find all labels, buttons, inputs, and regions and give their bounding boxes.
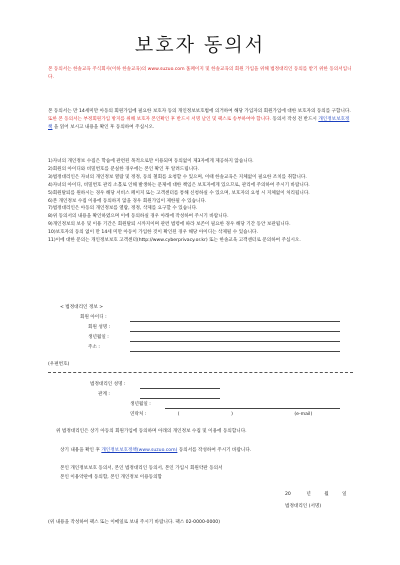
- date-row: [285, 492, 347, 498]
- member-id-line[interactable]: [130, 321, 340, 322]
- note-item: 5)회원탈퇴를 원하시는 경우 해당 서비스 페이지 또는 고객센터를 통해 신청하실 수 있으며, 보호자의 요청 시 지체없이 처리됩니다.: [48, 190, 310, 196]
- birth-line[interactable]: [130, 341, 340, 342]
- signature-label[interactable]: 법정대리인 (서명): [285, 504, 322, 509]
- note-item: 7)법정대리인은 아동의 개인정보를 열람, 정정, 삭제를 요구할 수 있습니다.: [48, 206, 198, 212]
- form-section-label: < 법정대리인 정보 >: [60, 305, 104, 310]
- note-item: 6)본 개인정보 수집 이용에 동의하지 않을 경우 회원가입이 제한될 수 있습니다.: [48, 198, 207, 204]
- intro-paragraph: 본 동의서는 한솔교육 주식회사(이하 한솔교육)의 www.suzuo.com 홈페이지 및 한솔교육의 회원 가입을 위해 법정대리인 동의를 받기 위한 동의서입니다.: [48, 67, 352, 80]
- note-item: 8)위 동의서의 내용을 확인하였으며 이에 동의하실 경우 아래에 작성하여 주시기 바랍니다.: [48, 214, 229, 220]
- phone-paren-close: ): [231, 412, 233, 417]
- privacy-policy-link[interactable]: 개인정보보호정책: [48, 116, 350, 130]
- guardian-birth-line[interactable]: [165, 408, 340, 409]
- relation-line[interactable]: [140, 398, 220, 399]
- date-year: 20: [285, 492, 291, 497]
- zip-label: (우편번호): [48, 362, 70, 367]
- note-item: 10)보호자의 동의 없이 만 14세 미만 아동이 가입한 것이 확인된 경우 해당 아이디는 삭제될 수 있습니다.: [48, 230, 258, 236]
- consent-paragraph-c-pre: 동의서 작성 전 반드시: [272, 116, 319, 122]
- phone-label: 연락처 :: [130, 412, 147, 417]
- privacy-note: [60, 448, 251, 454]
- date-month-unit: 월: [324, 492, 329, 497]
- registration-note: 위 법정대리인은 상기 아동의 회원가입에 동의하며 아래의 개인정보 수집 및 이용에 동의합니다.: [56, 429, 247, 434]
- phone-row: [130, 412, 312, 418]
- footer-note: (위 내용을 작성하여 팩스 또는 이메일로 보내 주시기 바랍니다. 팩스 02-0000-0000): [48, 520, 221, 525]
- note-item: 9)개인정보의 보유 및 이용 기간은 회원탈퇴 시까지이며 관련 법령에 따라 보존이 필요한 경우 해당 기간 동안 보관됩니다.: [48, 222, 291, 228]
- member-id-label: 회원 아이디 :: [80, 315, 107, 320]
- member-name-label: 회원 성명 :: [88, 325, 111, 330]
- divider: [48, 372, 353, 373]
- note-item: 4)자녀의 아이디, 비밀번호 관리 소홀로 인해 발생하는 문제에 대한 책임은 보호자에게 있으므로, 관리에 주의하여 주시기 바랍니다.: [48, 182, 310, 188]
- note-item: 2)회원의 아이디와 비밀번호를 분실한 경우에는 본인 확인 후 알려드립니다.: [48, 166, 199, 172]
- date-day-unit: 일: [342, 492, 347, 497]
- consent-paragraph-warning: 또한 본 동의서는 부정회원가입 방지를 위해 보호자 본인확인 후 반드시 서명 날인 및 팩스로 송부하여야 합니다.: [48, 116, 272, 122]
- date-year-unit: 년: [306, 492, 311, 497]
- privacy-note-link[interactable]: 개인정보보호정책(www.suzuo.com): [101, 448, 178, 453]
- page-title: 보호자 동의서: [134, 34, 266, 56]
- consent-paragraph-c-post: 을 읽어 보시고 내용을 확인 후 동의하여 주십시오.: [53, 124, 155, 130]
- member-name-line[interactable]: [130, 331, 340, 332]
- consent-paragraph-a: 본 동의서는 만 14세미만 아동의 회원가입에 필요한 보호자 동의 개인정보보호법에 의거하여 해당 가입자의 회원가입에 대한 보호자의 동의를 구합니다.: [48, 109, 351, 114]
- note-item: 1)자녀의 개인정보 수집은 학습에 관련된 목적으로만 이용되며 동의없이 제3자에게 제공하지 않습니다.: [48, 159, 254, 164]
- guardian-name-line[interactable]: [140, 388, 220, 389]
- privacy-note-post: 동의서를 작성하여 주시기 바랍니다.: [177, 448, 252, 453]
- note-item: 3)법정대리인은 자녀의 개인정보 열람 및 정정, 동의 철회를 요청할 수 있으며, 이때 한솔교육은 지체없이 필요한 조치를 취합니다.: [48, 174, 307, 180]
- email-label: (e-mail): [294, 412, 313, 417]
- option-line-1[interactable]: 본인 개인정보보호 동의서, 본인 법정대리인 동의서, 본인 가입시 회원약관 동의서: [60, 466, 223, 471]
- birth-label: 생년월일 :: [88, 335, 109, 340]
- address-line[interactable]: [130, 351, 340, 352]
- consent-paragraph: [48, 108, 353, 132]
- notes-list: [48, 158, 353, 245]
- note-item: 11)이에 대한 문의는 개인정보보호 고객센터(http://www.cyberprivacy.or.kr) 또는 한솔교육 고객센터로 문의하여 주십시오.: [48, 238, 301, 244]
- relation-label: 관계 :: [98, 392, 110, 397]
- address-label: 주소 :: [88, 345, 100, 350]
- phone-paren-open: (: [177, 412, 180, 417]
- guardian-birth-label: 생년월일 :: [130, 402, 151, 407]
- option-line-2[interactable]: 본인 이용약관에 동의함, 본인 개인정보 이용동의함: [60, 475, 162, 480]
- guardian-name-label: 법정대리인 성명 :: [90, 382, 126, 387]
- privacy-note-pre: 상기 내용을 확인 후: [60, 448, 102, 453]
